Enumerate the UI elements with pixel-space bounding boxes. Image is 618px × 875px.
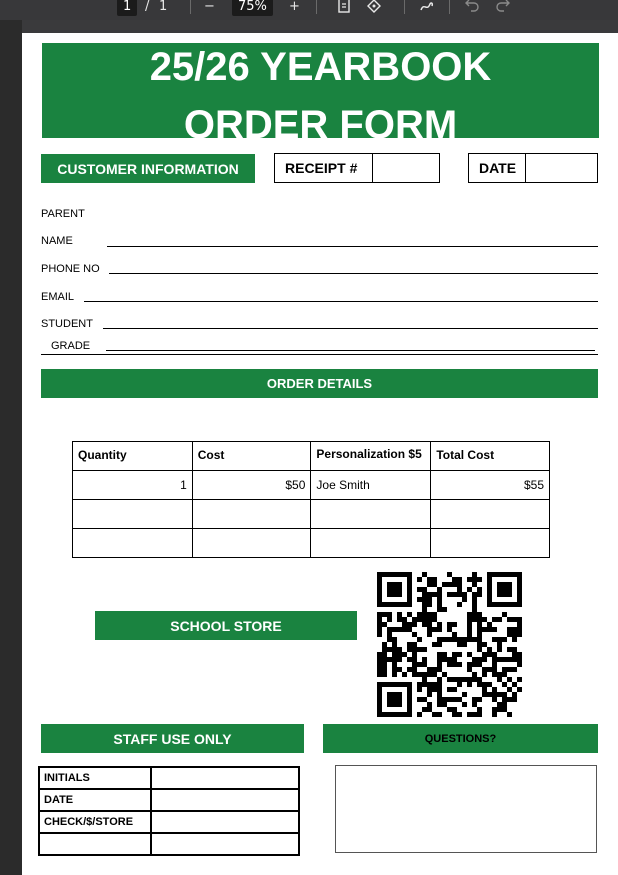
redo-icon[interactable] <box>496 0 510 16</box>
viewer-side-strip <box>0 20 22 875</box>
receipt-box <box>274 153 440 183</box>
grade-label: GRADE <box>51 340 91 352</box>
school-store-button[interactable]: SCHOOL STORE <box>95 611 357 640</box>
page-number-input[interactable]: 1 <box>117 0 137 16</box>
questions-box[interactable] <box>335 765 597 853</box>
customer-information-header: CUSTOMER INFORMATION <box>41 154 255 183</box>
draw-icon[interactable] <box>419 0 435 16</box>
fit-page-icon[interactable] <box>337 0 351 16</box>
cell-quantity[interactable]: 1 <box>73 471 193 500</box>
cell-total-cost[interactable] <box>431 500 550 529</box>
zoom-level-input[interactable]: 75% <box>232 0 273 16</box>
name-label: NAME <box>41 235 73 247</box>
cell-quantity[interactable] <box>73 500 193 529</box>
phone-field[interactable] <box>109 273 598 274</box>
staff-label-initials: INITIALS <box>39 767 151 789</box>
pdf-toolbar <box>0 0 618 20</box>
cell-cost[interactable] <box>192 500 311 529</box>
order-table <box>72 441 550 558</box>
cell-personalization[interactable]: Joe Smith <box>311 471 431 500</box>
staff-field[interactable] <box>151 767 299 789</box>
staff-row <box>39 833 299 855</box>
staff-row <box>39 789 299 811</box>
date-box <box>468 153 598 183</box>
document-page <box>22 33 618 875</box>
page-separator: / <box>145 0 150 14</box>
rotate-icon[interactable] <box>366 0 382 16</box>
staff-use-only-header: STAFF USE ONLY <box>41 724 304 753</box>
staff-table <box>38 766 300 856</box>
email-field[interactable] <box>84 301 598 302</box>
staff-label-check: CHECK/$/STORE <box>39 811 151 833</box>
name-field[interactable] <box>107 246 598 247</box>
staff-row <box>39 811 299 833</box>
zoom-in-button[interactable]: + <box>289 0 300 14</box>
cell-cost[interactable]: $50 <box>192 471 311 500</box>
staff-label-blank <box>39 833 151 855</box>
table-row <box>73 471 550 500</box>
staff-label-date: DATE <box>39 789 151 811</box>
zoom-out-button[interactable]: − <box>204 0 215 14</box>
student-label: STUDENT <box>41 318 93 330</box>
header-total-cost: Total Cost <box>431 442 550 471</box>
qr-code-image[interactable] <box>377 572 522 717</box>
page-total: 1 <box>159 0 168 14</box>
table-row <box>73 500 550 529</box>
staff-field[interactable] <box>151 811 299 833</box>
questions-header: QUESTIONS? <box>323 724 598 753</box>
header-personalization: Personalization $5 <box>311 442 431 471</box>
toolbar-divider <box>404 0 405 14</box>
staff-row <box>39 767 299 789</box>
cell-total-cost[interactable]: $55 <box>431 471 550 500</box>
header-quantity: Quantity <box>73 442 193 471</box>
toolbar-divider <box>316 0 317 14</box>
cell-personalization[interactable] <box>311 500 431 529</box>
phone-label: PHONE NO <box>41 263 100 275</box>
student-field[interactable] <box>103 328 598 329</box>
table-header-row <box>73 442 550 471</box>
title-line-2: ORDER FORM <box>183 103 458 147</box>
cell-total-cost[interactable] <box>431 529 550 558</box>
header-cost: Cost <box>192 442 311 471</box>
section-divider <box>41 354 598 355</box>
toolbar-divider <box>449 0 450 14</box>
staff-field[interactable] <box>151 789 299 811</box>
cell-quantity[interactable] <box>73 529 193 558</box>
table-row <box>73 529 550 558</box>
toolbar-divider <box>190 0 191 14</box>
cell-personalization[interactable] <box>311 529 431 558</box>
receipt-label: RECEIPT # <box>275 154 373 182</box>
staff-field[interactable] <box>151 833 299 855</box>
cell-cost[interactable] <box>192 529 311 558</box>
order-details-header: ORDER DETAILS <box>41 369 598 398</box>
undo-icon[interactable] <box>465 0 479 16</box>
title-line-1: 25/26 YEARBOOK <box>149 45 492 89</box>
parent-label: PARENT <box>41 208 85 220</box>
email-label: EMAIL <box>41 291 75 303</box>
date-label: DATE <box>469 154 526 182</box>
grade-field[interactable] <box>106 350 595 351</box>
form-title <box>42 43 599 147</box>
